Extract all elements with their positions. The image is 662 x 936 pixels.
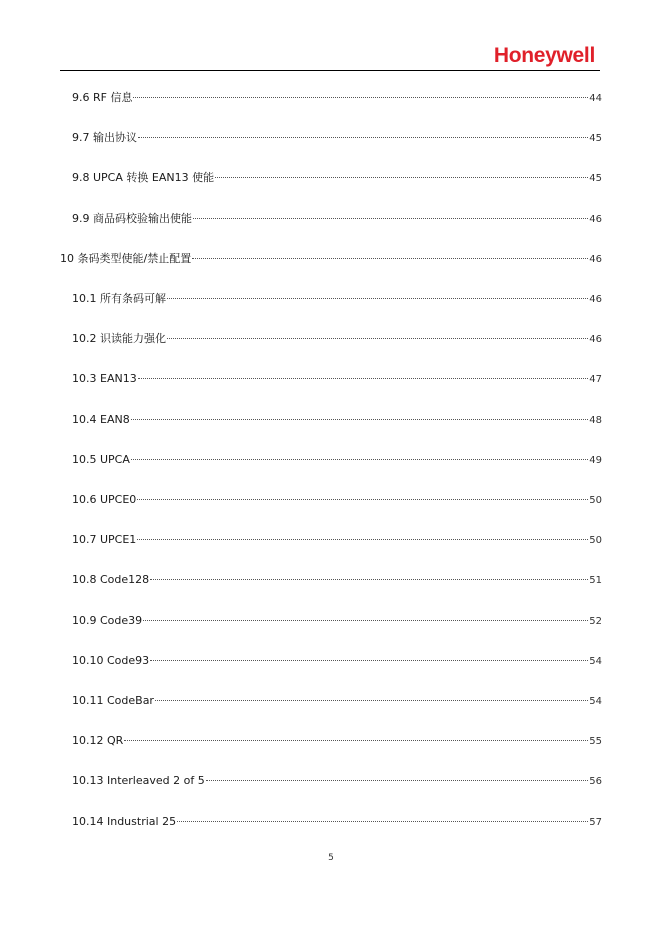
toc-entry-page: 46 xyxy=(589,334,602,345)
toc-entry-page: 46 xyxy=(589,254,602,265)
toc-entry-label: 9.8 UPCA 转换 EAN13 使能 xyxy=(72,171,215,184)
toc-leader-dots xyxy=(206,780,589,781)
toc-entry-page: 50 xyxy=(589,495,602,506)
toc-entry-page: 49 xyxy=(589,455,602,466)
toc-entry-label: 10.6 UPCE0 xyxy=(72,493,137,506)
honeywell-logo: Honeywell xyxy=(493,44,595,67)
toc-entry[interactable] xyxy=(72,572,602,588)
toc-entry[interactable] xyxy=(72,452,602,468)
toc-entry-page: 45 xyxy=(589,173,602,184)
toc-entry[interactable] xyxy=(72,532,602,548)
toc-entry-page: 46 xyxy=(589,294,602,305)
toc-leader-dots xyxy=(124,740,588,741)
toc-leader-dots xyxy=(177,821,588,822)
toc-entry-label: 10.5 UPCA xyxy=(72,453,130,466)
toc-entry[interactable] xyxy=(72,211,602,227)
toc-entry-label: 10.11 CodeBar xyxy=(72,694,154,707)
toc-entry[interactable] xyxy=(72,170,602,186)
toc-entry[interactable] xyxy=(60,251,602,267)
toc-entry[interactable] xyxy=(72,130,602,146)
toc-entry[interactable] xyxy=(72,371,602,387)
toc-leader-dots xyxy=(137,499,588,500)
toc-entry[interactable] xyxy=(72,291,602,307)
toc-entry[interactable] xyxy=(72,90,602,106)
toc-entry[interactable] xyxy=(72,814,602,830)
toc-entry-page: 55 xyxy=(589,736,602,747)
toc-entry-page: 44 xyxy=(589,93,602,104)
toc-entry-page: 54 xyxy=(589,656,602,667)
toc-entry-label: 10 条码类型使能/禁止配置 xyxy=(60,252,192,265)
toc-entry[interactable] xyxy=(72,331,602,347)
toc-leader-dots xyxy=(137,539,588,540)
toc-leader-dots xyxy=(215,177,588,178)
toc-entry-label: 10.8 Code128 xyxy=(72,573,150,586)
toc-entry-label: 10.13 Interleaved 2 of 5 xyxy=(72,774,205,787)
toc-leader-dots xyxy=(131,459,588,460)
toc-entry-page: 56 xyxy=(589,776,602,787)
toc-entry-label: 10.1 所有条码可解 xyxy=(72,292,166,305)
toc-entry-label: 9.7 输出协议 xyxy=(72,131,137,144)
toc-leader-dots xyxy=(138,378,589,379)
toc-entry[interactable] xyxy=(72,693,602,709)
toc-leader-dots xyxy=(167,298,588,299)
toc-entry-label: 10.10 Code93 xyxy=(72,654,150,667)
toc-entry[interactable] xyxy=(72,653,602,669)
toc-entry-page: 48 xyxy=(589,415,602,426)
toc-leader-dots xyxy=(131,419,589,420)
toc-entry-page: 45 xyxy=(589,133,602,144)
toc-leader-dots xyxy=(167,338,588,339)
toc-entry-page: 54 xyxy=(589,696,602,707)
toc-entry-label: 9.6 RF 信息 xyxy=(72,91,133,104)
toc-entry-label: 10.3 EAN13 xyxy=(72,372,137,385)
toc-leader-dots xyxy=(143,620,588,621)
toc-leader-dots xyxy=(150,579,588,580)
toc-entry-label: 10.7 UPCE1 xyxy=(72,533,137,546)
toc-entry-label: 10.14 Industrial 25 xyxy=(72,815,177,828)
toc-leader-dots xyxy=(138,137,588,138)
toc-leader-dots xyxy=(193,218,588,219)
toc-entry-page: 52 xyxy=(589,616,602,627)
toc-entry-page: 46 xyxy=(589,214,602,225)
header-rule xyxy=(60,70,600,71)
toc-entry-page: 57 xyxy=(589,817,602,828)
toc-entry[interactable] xyxy=(72,492,602,508)
toc-entry-label: 10.2 识读能力强化 xyxy=(72,332,166,345)
toc-leader-dots xyxy=(150,660,588,661)
toc-entry-label: 9.9 商品码校验输出使能 xyxy=(72,212,192,225)
toc-entry[interactable] xyxy=(72,613,602,629)
toc-leader-dots xyxy=(155,700,588,701)
toc-entry-label: 10.9 Code39 xyxy=(72,614,143,627)
toc-entry-page: 51 xyxy=(589,575,602,586)
toc-entry[interactable] xyxy=(72,773,602,789)
toc-entry[interactable] xyxy=(72,733,602,749)
toc-entry-page: 47 xyxy=(589,374,602,385)
toc-entry-label: 10.12 QR xyxy=(72,734,124,747)
toc-entry[interactable] xyxy=(72,412,602,428)
page-number: 5 xyxy=(328,853,334,863)
toc-entry-page: 50 xyxy=(589,535,602,546)
toc-leader-dots xyxy=(133,97,588,98)
toc-leader-dots xyxy=(192,258,588,259)
toc-entry-label: 10.4 EAN8 xyxy=(72,413,130,426)
